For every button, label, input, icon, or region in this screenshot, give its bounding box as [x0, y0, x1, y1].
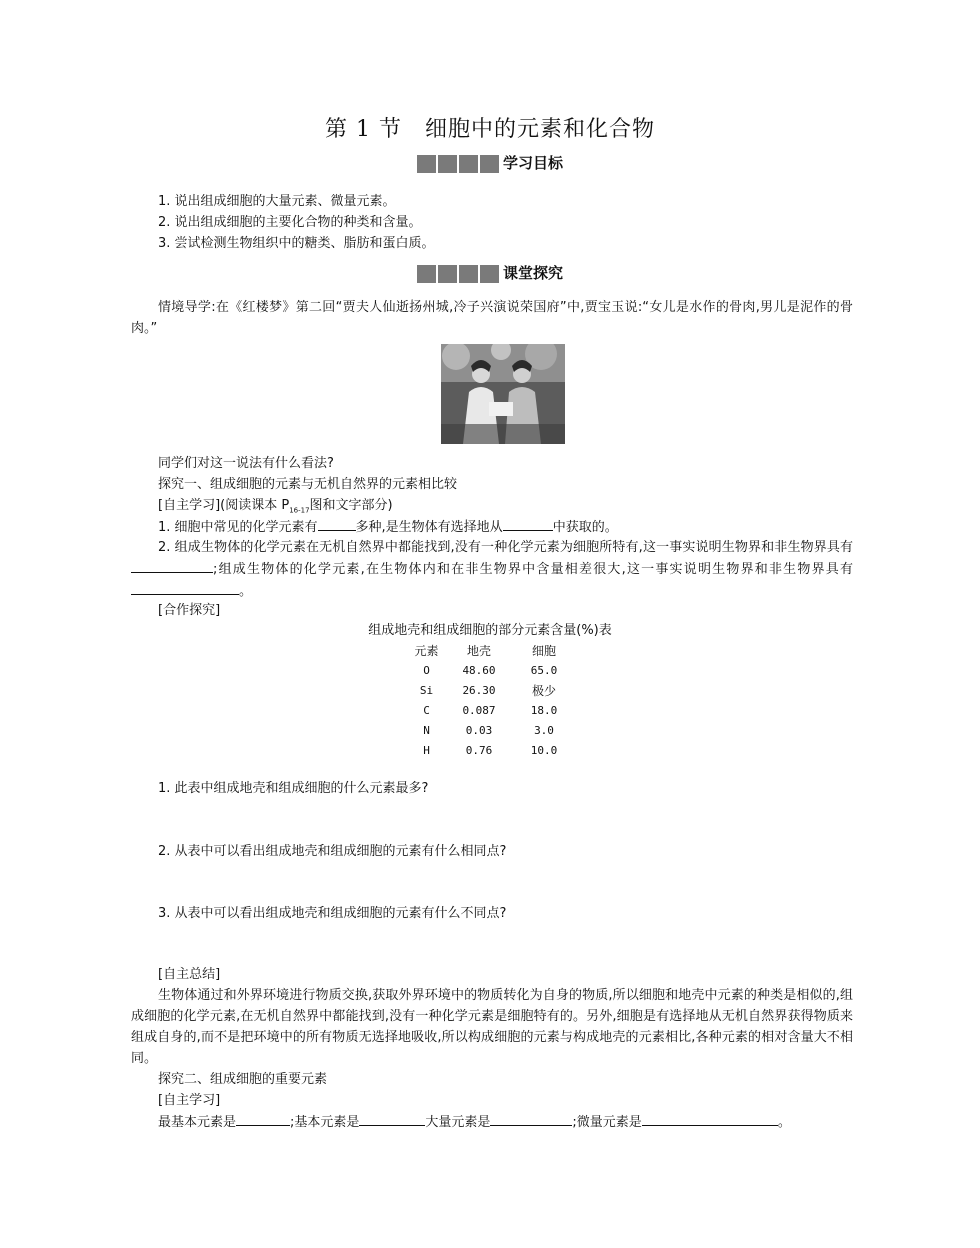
- table-row: [409, 740, 574, 760]
- table-cell: Si: [419, 683, 434, 697]
- intro-paragraph: 情境导学:在《红楼梦》第二回“贾夫人仙逝扬州城,冷子兴演说荣国府”中,贾宝玉说:“女儿是水作的骨肉,男儿是泥作的骨肉。”: [131, 300, 853, 336]
- section-heading-label: 学习目标: [502, 154, 563, 172]
- table-header: 细胞: [531, 643, 556, 658]
- goal-item: 1. 说出组成细胞的大量元素、微量元素。: [158, 194, 396, 209]
- inquiry1-q1: 1. 细胞中常见的化学元素有 多种,是生物体有选择地从 中获取的。: [158, 516, 880, 538]
- table-cell: 0.03: [465, 723, 493, 737]
- inquiry2-fill: 最基本元素是 ;基本元素是 大量元素是 ;微量元素是 。: [158, 1111, 880, 1133]
- table-cell: 10.0: [530, 743, 558, 757]
- coop-question: 2. 从表中可以看出组成地壳和组成细胞的元素有什么相同点?: [158, 844, 507, 859]
- table-cell: 0.76: [465, 743, 493, 757]
- table-row: [409, 720, 574, 740]
- fill-blank[interactable]: [490, 1111, 572, 1126]
- fill-blank[interactable]: [131, 558, 213, 573]
- fill-blank[interactable]: [642, 1111, 778, 1126]
- coop-label: [合作探究]: [158, 603, 221, 618]
- inquiry1-title: 探究一、组成细胞的元素与无机自然界的元素相比较: [158, 477, 458, 492]
- section-heading-label: 课堂探究: [502, 264, 563, 282]
- coop-question: 3. 从表中可以看出组成地壳和组成细胞的元素有什么不同点?: [158, 906, 507, 921]
- page-range: 16-17: [289, 506, 310, 515]
- fill-blank[interactable]: [318, 516, 356, 531]
- goal-item: 2. 说出组成细胞的主要化合物的种类和含量。: [158, 215, 422, 230]
- drama-photo: [441, 344, 565, 444]
- element-content-table: [409, 640, 574, 760]
- table-row: [409, 660, 574, 680]
- table-header: 元素: [414, 643, 439, 658]
- heading-decoration: [417, 264, 501, 283]
- section-heading-goals: [0, 152, 980, 173]
- table-cell: 18.0: [530, 703, 558, 717]
- goal-item: 3. 尝试检测生物组织中的糖类、脂肪和蛋白质。: [158, 236, 435, 251]
- table-cell: 3.0: [534, 723, 554, 737]
- table-header-row: [409, 640, 574, 660]
- opinion-question: 同学们对这一说法有什么看法?: [158, 456, 334, 471]
- table-cell: H: [423, 743, 430, 757]
- table-header: 地壳: [466, 643, 491, 658]
- inquiry2-title: 探究二、组成细胞的重要元素: [158, 1072, 328, 1087]
- table-cell: 65.0: [530, 663, 558, 677]
- inquiry1-q2: 2. 组成生物体的化学元素在无机自然界中都能找到,没有一种化学元素为细胞所特有,这一事实说明生物界和非生物界具有;组成生物体的化学元素,在生物体内和在非生物界中含量相差很大,这一事实说明生物界和非生物界具有。: [131, 537, 853, 602]
- inquiry1-self-study: [自主学习](阅读课本 $P_{16-17}$图和文字部分): [158, 498, 393, 515]
- section-heading-inquiry: [0, 262, 980, 283]
- table-cell: 26.30: [462, 683, 496, 697]
- inquiry2-self-study: [自主学习]: [158, 1093, 221, 1108]
- fill-blank[interactable]: [359, 1111, 425, 1126]
- summary-paragraph: 生物体通过和外界环境进行物质交换,获取外界环境中的物质转化为自身的物质,所以细胞和地壳中元素的种类是相似的,组成细胞的化学元素,在无机自然界中都能找到,没有一种化学元素是细胞特有的。另外,细胞是有选择地从无机自然界获得物质来组成自身的,而不是把环境中的所有物质无选择地吸收,所以构成细胞的元素与构成地壳的元素相比,各种元素的相对含量大不相同。: [131, 988, 853, 1066]
- table-cell: N: [423, 723, 430, 737]
- table-cell: C: [423, 703, 430, 717]
- coop-question: 1. 此表中组成地壳和组成细胞的什么元素最多?: [158, 781, 429, 796]
- page-title: 第 1 节 细胞中的元素和化合物: [325, 117, 655, 142]
- table-title: 组成地壳和组成细胞的部分元素含量(%)表: [368, 623, 612, 638]
- table-cell: 0.087: [462, 703, 496, 717]
- table-cell: O: [423, 663, 430, 677]
- fill-blank[interactable]: [503, 516, 553, 531]
- heading-decoration: [417, 154, 501, 173]
- table-cell: 极少: [531, 683, 556, 698]
- table-row: [409, 680, 574, 700]
- table-cell: 48.60: [462, 663, 496, 677]
- drama-photo-illustration: [441, 344, 565, 444]
- fill-blank[interactable]: [236, 1111, 290, 1126]
- summary-label: [自主总结]: [158, 967, 221, 982]
- fill-blank[interactable]: [131, 580, 239, 595]
- table-row: [409, 700, 574, 720]
